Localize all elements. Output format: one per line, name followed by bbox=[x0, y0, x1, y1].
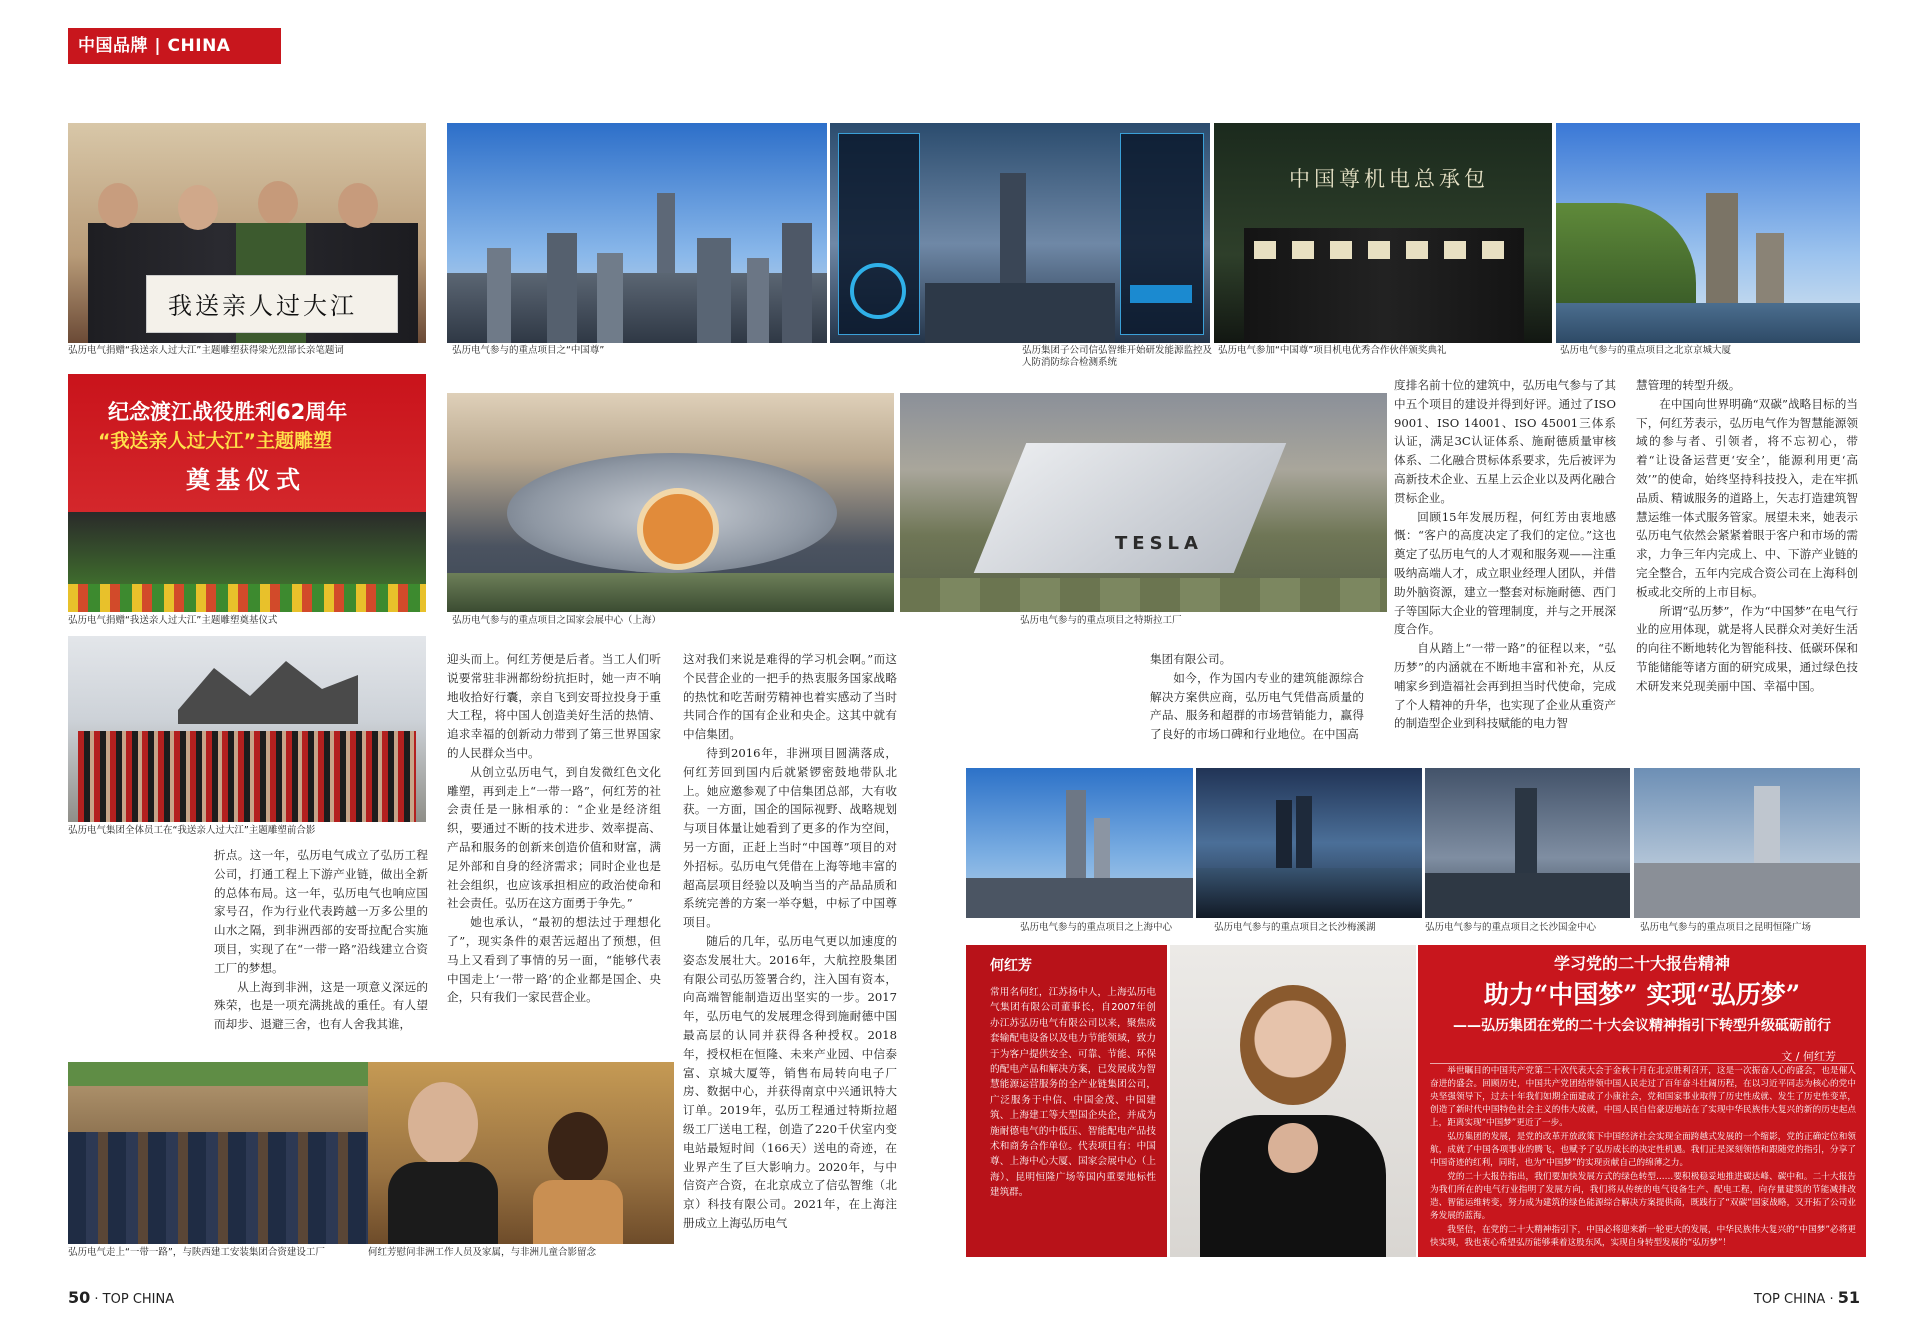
article-col6c-para: 所谓“弘历梦”，作为“中国梦”在电气行业的应用体现，就是将人民群众对美好生活的向往不断地转化为智能科技、低碳环保和节能储能等诸方面的研究成果，通过绿色技术研发来兑现美丽中国、幸福中国。 bbox=[1636, 603, 1858, 693]
feature-para-2: 弘历集团的发展，是党的改革开放政策下中国经济社会实现全面跨越式发展的一个缩影，党的正确定位和领航，成就了中国各项事业的腾飞，也赋予了弘历成长的决定性机遇。我们正是深刻领悟和跟随党的指引，分享了中国奇迹的红利，同时，也为“中国梦”的实现贡献自己的绵薄之力。 bbox=[1430, 1132, 1856, 1168]
caption-zhongguozun: 弘历电气参与的重点项目之“中国尊” bbox=[452, 345, 605, 356]
bio-text: 常用名何红，江苏扬中人，上海弘历电气集团有限公司董事长，自2007年创办江苏弘历电气有限公司以来，聚焦成套输配电设备以及电力节能领域，致力于为客户提供安全、可靠、节能、环保的配电产品和解决方案，已发展成为智慧能源运营服务的全产业链集团公司，广泛服务于中信、中国金茂、中国建筑、上海建工等大型国企央企，并成为施耐德电气的中低压、智能配电产品技术和商务合作单位。代表项目有：中国尊、上海中心大厦、国家会展中心（上海）、昆明恒隆广场等国内重要地标性建筑群。 bbox=[990, 987, 1156, 1199]
caption-kunming-henglong: 弘历电气参与的重点项目之昆明恒隆广场 bbox=[1640, 922, 1812, 933]
caption-staff-group: 弘历电气集团全体员工在“我送亲人过大江”主题雕塑前合影 bbox=[68, 825, 316, 836]
photo-he-hongfang-portrait bbox=[1170, 945, 1416, 1257]
page-number-left: 50 bbox=[68, 1288, 91, 1307]
article-col2b-para: 从创立弘历电气，到自发微红色文化雕塑，再到走上“一带一路”，何红芳的社会责任是一脉相承的：“企业是经济组织，要通过不断的技术进步、效率提高、产品和服务的创新来创造价值和财富，满足外部和自身的经济需求；同时企业也是社会组织，也应该承担相应的政治使命和社会责任。弘历在这方面勇于争先。” bbox=[447, 764, 661, 911]
article-col-5 bbox=[1394, 376, 1616, 733]
photo-shanghai-center bbox=[966, 768, 1193, 918]
page-number-right: 51 bbox=[1837, 1288, 1860, 1307]
article-col5b-para: 回顾15年发展历程，何红芳由衷地感慨：“客户的高度决定了我们的定位。”这也奠定了弘历电气的人才观和服务观——注重吸纳高端人才，成立职业经理人团队，并借助外脑资源，建立一整套对标施耐德、西门子等国际大企业的管理制度，并与之开展深度合作。 bbox=[1394, 509, 1616, 637]
folio-right bbox=[1754, 1288, 1860, 1307]
article-col2c-para: 她也承认，“最初的想法过于理想化了”，现实条件的艰苦远超出了预想，但马上又看到了事情的另一面，“能够代表中国走上‘一带一路’的企业都是国企、央企，只有我们一家民营企业。 bbox=[447, 915, 661, 1005]
section-header: 中国品牌 | CHINA BRAND bbox=[68, 28, 281, 64]
feature-para-4: 我坚信，在党的二十大精神指引下，中国必将迎来新一轮更大的发展，中华民族伟大复兴的“中国梦”必将更快实现，我也衷心希望弘历能够乘着这股东风，实现自身转型发展的“弘历梦”！ bbox=[1430, 1225, 1856, 1248]
photo-monitoring-system bbox=[830, 123, 1210, 343]
banner-line-1: 纪念渡江战役胜利62周年 bbox=[108, 400, 348, 424]
article-col-6 bbox=[1636, 376, 1858, 696]
caption-changsha-ifs: 弘历电气参与的重点项目之长沙国金中心 bbox=[1425, 922, 1597, 933]
photo-calligraphy-donation bbox=[68, 123, 426, 343]
photo-zhongguozun-skyline bbox=[447, 123, 827, 343]
article-col4b-para: 如今，作为国内专业的建筑能源综合解决方案供应商，弘历电气凭借高质量的产品、服务和超群的市场营销能力，赢得了良好的市场口碑和行业地位。在中国高 bbox=[1150, 670, 1364, 742]
banner-line-3: 奠基仪式 bbox=[186, 466, 306, 494]
article-col6a-para: 慧管理的转型升级。 bbox=[1636, 378, 1741, 392]
feature-divider bbox=[1430, 1063, 1854, 1064]
article-col-3 bbox=[683, 650, 897, 1233]
tesla-roof-text: TESLA bbox=[1115, 533, 1203, 554]
banner-line-2: “我送亲人过大江”主题雕塑 bbox=[98, 430, 332, 452]
caption-jingcheng-building: 弘历电气参与的重点项目之北京京城大厦 bbox=[1560, 345, 1732, 356]
photo-national-exhibition-center bbox=[447, 393, 894, 612]
article-col4a-para: 集团有限公司。 bbox=[1150, 652, 1232, 666]
article-col2a-para: 迎头而上。何红芳便是后者。当工人们听说要常驻非洲都纷纷抗拒时，她一声不响地收拾好行囊，亲自飞到安哥拉投身于重大工程，将中国人创造美好生活的热情、追求幸福的创新动力带到了第三世界国家的人民群众当中。 bbox=[447, 652, 661, 760]
folio-title-right: TOP CHINA bbox=[1753, 1292, 1826, 1307]
feature-body bbox=[1430, 1065, 1856, 1251]
feature-byline: 文 / 何红芳 bbox=[1781, 1050, 1836, 1063]
photo-groundbreaking-ceremony bbox=[68, 374, 426, 612]
bio-box bbox=[966, 945, 1167, 1257]
folio-dot-left: · bbox=[94, 1292, 103, 1307]
article-col3a-para: 这对我们来说是难得的学习机会啊。”而这个民营企业的一把手的热衷服务国家战略的热忱和吃苦耐劳精神也着实感动了当时共同合作的国有企业和央企。这其中就有中信集团。 bbox=[683, 652, 897, 742]
award-backdrop-text: 中国尊机电总承包 bbox=[1289, 167, 1489, 191]
caption-africa-children: 何红芳慰问非洲工作人员及家属，与非洲儿童合影留念 bbox=[368, 1247, 597, 1258]
feature-subtitle: ——弘历集团在党的二十大会议精神指引下转型升级砥砺前行 bbox=[1453, 1018, 1831, 1034]
article-col3c-para: 随后的几年，弘历电气更以加速度的姿态发展壮大。2016年，大航控股集团有限公司弘历签署合约，注入国有资本，向高端智能制造迈出坚实的一步。2017年，弘历电气的发展理念得到施耐德中国最高层的认同并获得各种授权。2018年，授权柜在恒隆、未来产业园、中信泰富、京城大厦等，销售布局转向电子厂房、数据中心，并获得南京中兴通讯特大订单。2019年，弘历工程通过特斯拉超级工厂送电工程，创造了220千伏室内变电站最短时间（166天）送电的奇迹，在业界产生了巨大影响力。2020年，与中信资产合资，在北京成立了信弘智维（北京）科技有限公司。2021年，在上海注册成立上海弘历电气 bbox=[683, 933, 897, 1230]
folio-title-left: TOP CHINA bbox=[102, 1292, 175, 1307]
photo-kunming-henglong bbox=[1634, 768, 1860, 918]
caption-groundbreaking: 弘历电气捐赠“我送亲人过大江”主题雕塑奠基仪式 bbox=[68, 615, 278, 626]
feature-para-1: 举世瞩目的中国共产党第二十次代表大会于金秋十月在北京胜利召开，这是一次振奋人心的盛会，也是催人奋进的盛会。回顾历史，中国共产党团结带领中国人民走过了百年奋斗壮阔历程，在以习近平同志为核心的党中央坚强领导下，过去十年我们如期全面建成了小康社会，党和国家事业取得了历史性成就、发生了历史性变革，创造了新时代中国特色社会主义的伟大成就，中国人民自信豪迈地站在了实现中华民族伟大复兴的新的历史起点上，距离实现“中国梦”更近了一步。 bbox=[1430, 1066, 1856, 1128]
caption-belt-road-factory: 弘历电气走上“一带一路”，与陕西建工安装集团合资建设工厂 bbox=[68, 1247, 325, 1258]
bio-name: 何红芳 bbox=[990, 958, 1032, 974]
caption-changsha-meixi: 弘历电气参与的重点项目之长沙梅溪湖 bbox=[1214, 922, 1376, 933]
caption-calligraphy-donation: 弘历电气捐赠“我送亲人过大江”主题雕塑获得梁光烈部长亲笔题词 bbox=[68, 345, 344, 356]
article-col5c-para: 自从踏上“一带一路”的征程以来，“弘历梦”的内涵就在不断地丰富和补充，从反哺家乡到造福社会再到担当时代使命，完成了个人精神的升华，也实现了企业从重资产的制造型企业到科技赋能的电力智 bbox=[1394, 641, 1616, 731]
photo-tesla-factory bbox=[900, 393, 1387, 612]
photo-africa-children bbox=[368, 1062, 674, 1244]
feature-kicker: 学习党的二十大报告精神 bbox=[1553, 954, 1730, 973]
caption-exhibition-center: 弘历电气参与的重点项目之国家会展中心（上海） bbox=[452, 615, 662, 626]
article-col3b-para: 待到2016年，非洲项目圆满落成，何红芳回到国内后就紧锣密鼓地带队北上。她应邀参观了中信集团总部，大有收获。一方面，国企的国际视野、战略规划与项目体量让她看到了更多的作为空间，另一方面，正赶上当时“中国尊”项目的对外招标。弘历电气凭借在上海等地丰富的超高层项目经验以及响当当的产品品质和系统完善的方案一举夺魁，中标了中国尊项目。 bbox=[683, 745, 897, 930]
folio-left bbox=[68, 1288, 174, 1307]
article-col1b-para: 从上海到非洲，这是一项意义深远的殊荣，也是一项充满挑战的重任。有人望而却步、退避三舍，也有人舍我其谁， bbox=[214, 979, 428, 1032]
folio-dot-right: · bbox=[1829, 1292, 1838, 1307]
caption-tesla-factory: 弘历电气参与的重点项目之特斯拉工厂 bbox=[1020, 615, 1182, 626]
article-col6b-para: 在中国向世界明确“双碳”战略目标的当下，何红芳表示，弘历电气作为智慧能源领域的参与者、引领者，将不忘初心，带着“让设备运营更‘安全’，能源利用更‘高效’”的使命，始终坚持科技投入，走在牢抓品质、精诚服务的道路上，矢志打造建筑智慧运维一体式服务管家。展望未来，她表示弘历电气依然会紧紧着眼于客户和市场的需求，力争三年内完成上、中、下游产业链的完全整合，五年内完成合资公司在上海科创板或北交所的上市目标。 bbox=[1636, 396, 1858, 599]
photo-jingcheng-building bbox=[1556, 123, 1860, 343]
article-col-2 bbox=[447, 650, 661, 1007]
caption-shanghai-center: 弘历电气参与的重点项目之上海中心 bbox=[1020, 922, 1173, 933]
photo-belt-road-factory bbox=[68, 1062, 368, 1244]
photo-changsha-ifs bbox=[1425, 768, 1630, 918]
article-col-4 bbox=[1150, 650, 1364, 744]
article-col1-para: 折点。这一年，弘历电气成立了弘历工程公司，打通工程上下游产业链，做出全新的总体布局。这一年，弘历电气也响应国家号召，作为行业代表跨越一万多公里的山水之隔，到非洲西部的安哥拉配合实施项目，实现了在“一带一路”沿线建立合资工厂的梦想。 bbox=[214, 848, 428, 975]
feature-title: 助力“中国梦” 实现“弘历梦” bbox=[1483, 980, 1801, 1009]
calligraphy-text: 我送亲人过大江 bbox=[168, 292, 357, 320]
photo-changsha-meixi-lake bbox=[1196, 768, 1422, 918]
photo-staff-group bbox=[68, 636, 426, 822]
feature-para-3: 党的二十大报告指出，我们要加快发展方式的绿色转型……要积极稳妥地推进碳达峰、碳中和。二十大报告为我们所在的电气行业指明了发展方向，我们将从传统的电气设备生产、配电工程，向存量建筑的节能减排改造、智能运维转变，努力成为建筑的绿色能源综合解决方案提供商，既践行了“双碳”国家战略，又开拓了公司业务发展的蓝海。 bbox=[1430, 1172, 1856, 1221]
feature-box bbox=[1418, 945, 1866, 1257]
article-col-1 bbox=[214, 846, 428, 1034]
caption-award-ceremony: 弘历电气参加“中国尊”项目机电优秀合作伙伴颁奖典礼 bbox=[1218, 345, 1447, 356]
caption-monitoring-system: 弘历集团子公司信弘智维开始研发能源监控及人防消防综合检测系统 bbox=[1022, 345, 1213, 368]
article-col5a-para: 度排名前十位的建筑中，弘历电气参与了其中五个项目的建设并得到好评。通过了ISO 9001、ISO 14001、ISO 45001三体系认证，满足3C认证体系、施耐德质量审核体系、二化融合贯标体系要求，先后被评为高新技术企业、五星上云企业以及两化融合贯标企业。 bbox=[1394, 378, 1616, 505]
photo-award-ceremony bbox=[1214, 123, 1552, 343]
